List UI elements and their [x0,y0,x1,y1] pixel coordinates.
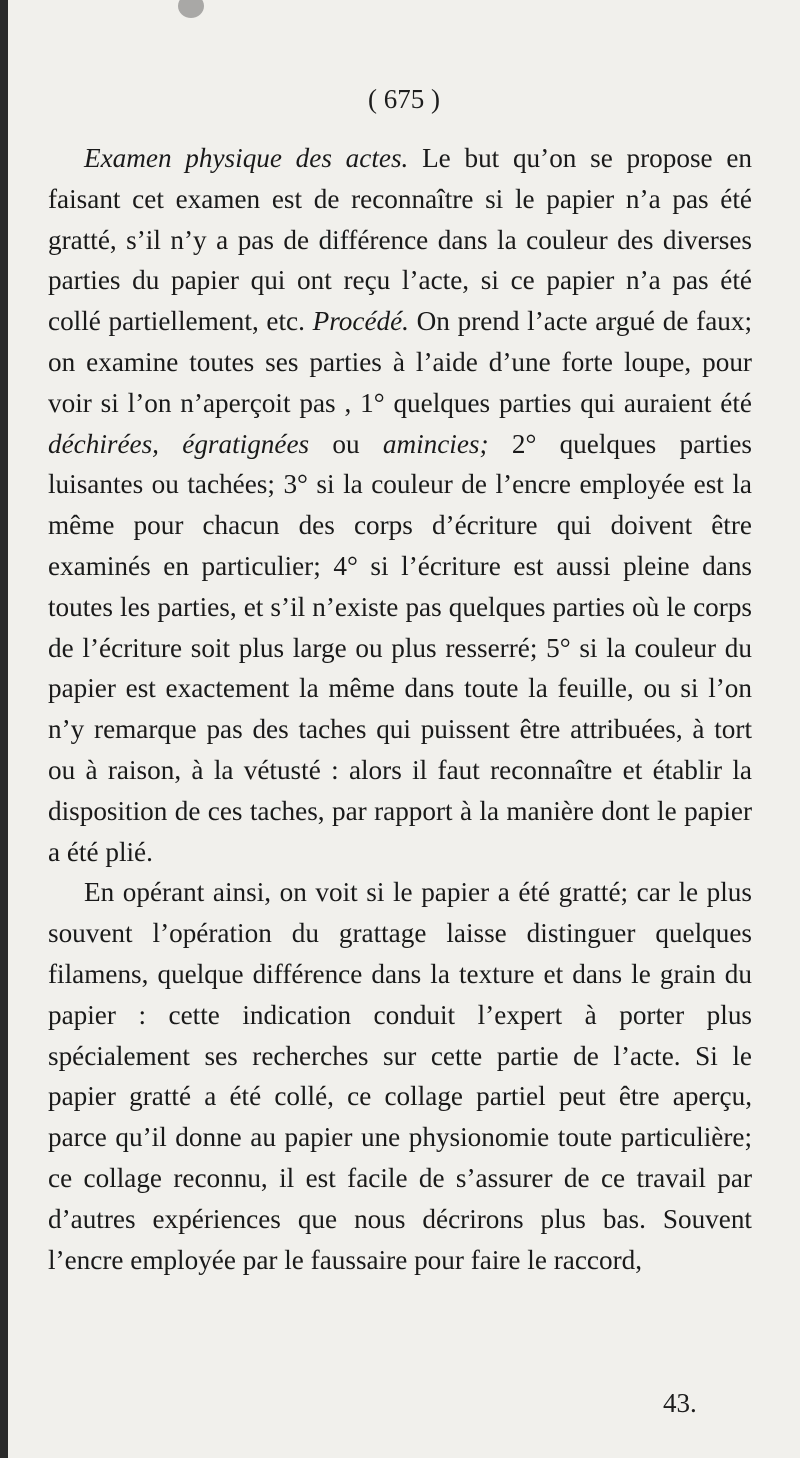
paragraph-examen-physique [48,138,752,872]
paragraph-text: 2° quelques parties luisantes ou tachées; 3° si la couleur de l’encre employée est la même pour chacun des corps d’écriture qui doivent être examinés en particulier; 4° si l’écriture est aussi pleine dans toutes les parties, et s’il n’existe pas quelques parties où le corps de l’écriture soit plus large ou plus resserré; 5° si la couleur du papier est exactement la même dans toute la feuille, ou si l’on n’y remarque pas des taches qui puissent être attribuées, à tort ou à raison, à la vétusté : alors il faut reconnaître et établir la disposition de ces taches, par rapport à la manière dont le papier a été plié. [48,428,752,867]
paragraph-text: On prend l’acte argué de faux; on examine toutes ses parties à l’aide d’une forte loupe, pour voir si l’on n’aperçoit pas , 1° quelques parties qui auraient été [48,306,752,418]
paragraph-text [159,429,182,459]
section-lead: Examen physique des actes. [84,143,409,173]
paragraph-text: ou [309,428,383,459]
procede-label: Procédé. [312,306,409,337]
emphasis-term: égratignées [182,428,310,459]
paragraph-text: Le but qu’on se propose en faisant cet examen est de reconnaître si le papier n’a pas été gratté, s’il n’y a pas de différence dans la couleur des diverses parties du papier qui ont reçu l’acte, si ce papier n’a pas été collé partiellement, etc. [48,143,752,337]
page-number-header: ( 675 ) [368,84,440,114]
ink-stain [178,0,204,18]
signature-mark: 43. [663,1388,697,1418]
emphasis-term: déchirées, [48,428,159,459]
paragraph-en-operant: En opérant ainsi, on voit si le papier a été gratté; car le plus souvent l’opération du grattage laisse distinguer quelques filamens, quelque différence dans la texture et dans le grain du papier : cette indication conduit l’expert à porter plus spécialement ses recherches sur cette partie de l’acte. Si le papier gratté a été collé, ce collage partiel peut être aperçu, parce qu’il donne au papier une physionomie toute particulière; ce collage reconnu, il est facile de s’assurer de ce travail par d’autres expériences que nous décrirons plus bas. Souvent l’encre employée par le faussaire pour faire le raccord, [48,877,752,1275]
emphasis-term: amincies; [382,428,489,459]
page-body [48,138,752,1280]
book-page [8,0,800,1458]
